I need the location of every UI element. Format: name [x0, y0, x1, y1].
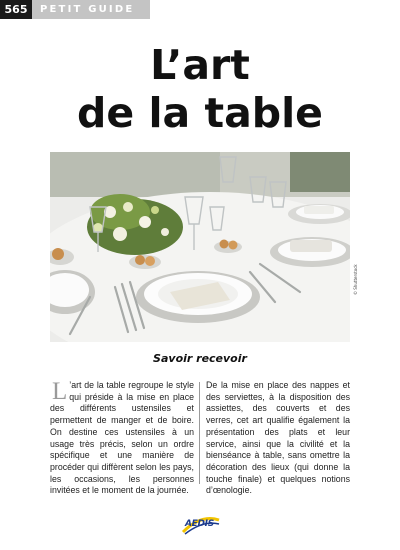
- photo-illustration: [50, 152, 350, 342]
- body-text-right: De la mise en place des nappes et des serviettes, à la disposition des assiettes, des couverts et des verres, cet art qualifie également la présentation des plats et leur service, ainsi que la civilité et la bienséance à table, sans omettre la décoration des lieux (qui donne la touche finale) et quelques notions d’œnologie.: [206, 380, 350, 496]
- body-column-right: [206, 380, 350, 497]
- series-label: PETIT GUIDE: [40, 4, 135, 15]
- page-number: 565: [0, 0, 32, 19]
- page-title-line-2: de la table: [77, 89, 323, 137]
- body-text-left: ’art de la table regroupe le style qui préside à la mise en place des différents ustensiles et permettent de manger et de boire. On destine ces ustensiles à un usage très précis, selon un ordre spécifique et une manière de procéder qui diffèrent selon les pays, les occasions, les personnes invitées et le moment de la journée.: [50, 380, 194, 496]
- table-setting-photo: [50, 152, 350, 342]
- drop-cap: L: [52, 378, 68, 405]
- column-divider: [199, 382, 200, 484]
- logo-text: AEDIS: [185, 519, 214, 529]
- photo-credit: © Shutterstock: [353, 264, 358, 295]
- body-column-left: [50, 380, 194, 497]
- page-title-line-1: L’art: [150, 41, 250, 89]
- publisher-logo: [179, 512, 223, 536]
- header-bar: [0, 0, 150, 19]
- section-subtitle: Savoir recevoir: [153, 352, 247, 365]
